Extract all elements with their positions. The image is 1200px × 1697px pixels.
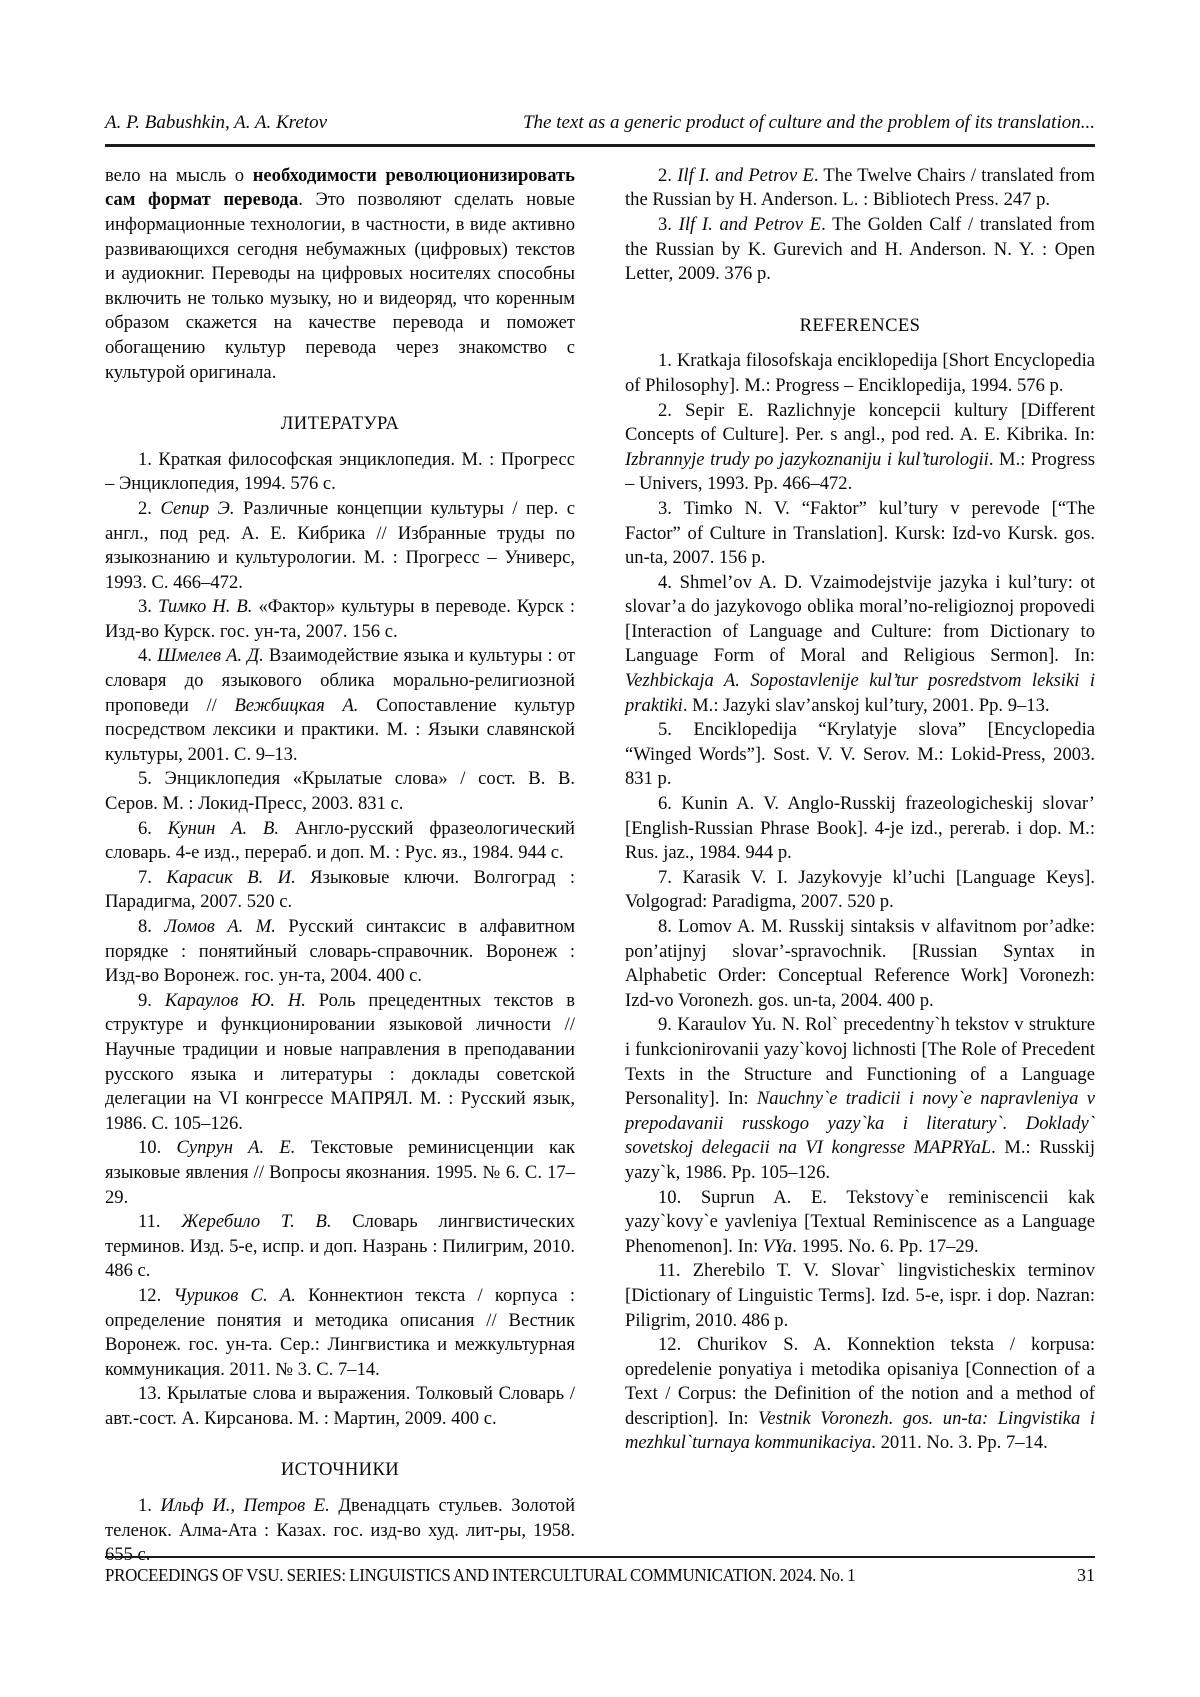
text-segment: Взаимодействие языка и культуры : от словаря до языкового облика морально-религиозной проповеди // xyxy=(105,645,575,716)
text-segment: Izbrannyje trudy po jazykoznaniju i kul’turologii xyxy=(625,448,989,470)
text-segment: 9. Karaulov Yu. N. Rol` precedentny`h tekstov v strukture i funkcionirovanii yazy`kovoj lichnosti [The Role of Precedent Texts in the Structure and Functioning of a Language Personality]. In: xyxy=(625,1014,1095,1110)
reference-item xyxy=(105,1210,575,1284)
text-segment: 3. xyxy=(138,596,158,618)
text-segment: . The Golden Calf / translated from the Russian by K. Gurevich and H. Anderson. N. Y. : Open Letter, 2009. 376 p. xyxy=(625,213,1095,285)
reference-item xyxy=(625,1186,1095,1260)
text-segment: Сепир Э. xyxy=(160,497,235,519)
reference-item xyxy=(105,595,575,644)
footer-page-number: 31 xyxy=(1077,1565,1095,1585)
text-segment: 4. Shmel’ov A. D. Vzaimodejstvije jazyka i kul’tury: ot slovar’a do jazykovogo oblika moral’no-religioznoj propovedi [Interaction of Language and Culture: from Dictionary to Language Form of Moral and Religious Sermon]. In: xyxy=(625,571,1095,667)
text-segment: Словарь лингвистических терминов. Изд. 5-е, испр. и доп. Назрань : Пилигрим, 2010. 486 с. xyxy=(105,1211,575,1282)
reference-item xyxy=(105,497,575,595)
text-segment: Сопоставление культур посредством лексики и практики. М. : Языки славянской культуры, 2001. С. 9–13. xyxy=(105,694,575,765)
text-segment: Роль прецедентных текстов в структуре и функционировании языковой личности // Научные традиции и новые направления в преподавании русского языка и литературы : доклады советской делегации на VI конгрессе МАПРЯЛ. М. : Русский язык, 1986. С. 105–126. xyxy=(105,989,575,1134)
reference-item xyxy=(625,1333,1095,1456)
text-segment: . 2011. No. 3. Pp. 7–14. xyxy=(871,1432,1048,1454)
text-segment: 3. xyxy=(658,213,679,235)
text-segment: Русский синтаксис в алфавитном порядке : понятийный словарь-справочник. Воронеж : Изд-во Воронеж. гос. ун-та, 2004. 400 с. xyxy=(105,916,575,987)
text-segment: Ильф И., Петров Е. xyxy=(160,1495,330,1517)
reference-item xyxy=(625,399,1095,497)
left-column xyxy=(105,164,575,1568)
text-segment: . 1995. No. 6. Pp. 17–29. xyxy=(792,1235,979,1257)
text-segment: «Фактор» культуры в переводе. Курск : Изд-во Курск. гос. ун-та, 2007. 156 с. xyxy=(105,596,575,642)
reference-item xyxy=(625,866,1095,915)
text-segment: Коннектион текста / корпуса : определение понятия и методика описания // Вестник Воронеж. гос. ун-та. Сер.: Лингвистика и межкультурная коммуникация. 2011. № 3. С. 7–14. xyxy=(105,1284,576,1380)
reference-item xyxy=(625,1259,1095,1333)
reference-item xyxy=(105,1136,575,1210)
reference-item xyxy=(105,448,575,497)
text-segment: 1. Kratkaja filosofskaja enciklopedija [Short Encyclopedia of Philosophy]. M.: Progress – Enciklopedija, 1994. 576 p. xyxy=(625,350,1095,396)
reference-item xyxy=(105,1284,575,1382)
running-header xyxy=(105,112,1095,135)
header-article-title: The text as a generic product of culture and the problem of its translation... xyxy=(522,112,1095,133)
text-segment: Nauchny`e tradicii i novy`e napravleniya v prepodavanii russkogo yazy`ka i literatury`. Doklady` sovetskoj delegacii na VI kongresse MAPRYaL xyxy=(625,1088,1095,1159)
text-segment: Вежбицкая А. xyxy=(234,694,359,716)
reference-item xyxy=(105,767,575,816)
text-segment: 12. xyxy=(138,1284,174,1306)
text-segment: 7. Karasik V. I. Jazykovyje kl’uchi [Language Keys]. Volgograd: Paradigma, 2007. 520 p. xyxy=(625,866,1095,913)
reference-item xyxy=(105,817,575,866)
reference-item xyxy=(105,989,575,1137)
text-segment: Карасик В. И. xyxy=(166,866,296,888)
reference-item xyxy=(105,866,575,915)
text-segment: 8. Lomov A. M. Russkij sintaksis v alfavitnom por’adke: pon’atijnyj slovar’-spravochnik. [Russian Syntax in Alphabetic Order: Conceptual Reference Work] Voronezh: Izd-vo Voronezh. gos. un-ta, 2004. 400 p. xyxy=(625,916,1095,1011)
text-segment: 1. xyxy=(138,1495,161,1517)
text-segment: . M.: Progress – Univers, 1993. Pp. 466–472. xyxy=(625,448,1095,495)
text-segment: Языковые ключи. Волгоград : Парадигма, 2007. 520 с. xyxy=(105,866,576,913)
text-segment: 4. xyxy=(138,645,158,667)
running-footer xyxy=(105,1556,1095,1586)
text-segment: . M.: Jazyki slav’anskoj kul’tury, 2001. Pp. 9–13. xyxy=(682,694,1050,716)
section-heading: ИСТОЧНИКИ xyxy=(280,1459,400,1481)
reference-item xyxy=(625,571,1095,719)
text-segment: VYa xyxy=(762,1235,793,1257)
reference-item xyxy=(625,349,1095,398)
section-heading: ЛИТЕРАТУРА xyxy=(280,413,400,435)
reference-item xyxy=(625,915,1095,1013)
text-segment: Ломов А. М. xyxy=(164,916,276,938)
reference-item xyxy=(105,644,575,767)
text-segment: 2. xyxy=(658,164,678,186)
text-segment: 6. Kunin A. V. Anglo-Russkij frazeologicheskij slovar’ [English-Russian Phrase Book]. 4-je izd., pererab. i dop. M.: Rus. jaz., 1984. 944 p. xyxy=(625,793,1095,864)
text-segment: 3. Timko N. V. “Faktor” kul’tury v perevode [“The Factor” of Culture in Translation]. Kursk: Izd-vo Kursk. gos. un-ta, 2007. 156 p. xyxy=(625,497,1095,569)
text-segment: 11. xyxy=(138,1211,182,1233)
text-segment: Англо-русский фразеологический словарь. 4-е изд., перераб. и доп. М. : Рус. яз., 1984. 944 с. xyxy=(105,817,576,864)
header-rule xyxy=(105,144,1095,147)
text-segment: 7. xyxy=(138,866,167,888)
text-segment: Ilf I. and Petrov E xyxy=(677,164,814,186)
footer-journal-line: PROCEEDINGS OF VSU. SERIES: LINGUISTICS AND INTERCULTURAL COMMUNICATION. 2024. No. 1 xyxy=(105,1565,856,1585)
body-paragraph xyxy=(105,164,575,385)
text-segment: 9. xyxy=(138,989,165,1011)
text-segment: . Это позволяют сделать новые информационные технологии, в частности, в виде активно развивающихся сегодня небумажных (цифровых) текстов и аудиокниг. Переводы на цифровых носителях способны включить не только музыку, но и видеоряд, что коренным образом скажется на качестве перевода и поможет обогащению культур перевода через знакомство с культурой оригинала. xyxy=(105,189,575,383)
text-segment: 12. Churikov S. A. Konnektion teksta / korpusa: opredelenie ponyatiya i metodika opisaniya [Connection of a Text / Corpus: the Definition of the notion and a method of description]. In: xyxy=(625,1334,1095,1429)
text-segment: Vestnik Voronezh. gos. un-ta: Lingvistika i mezhkul`turnaya kommunikaciya xyxy=(625,1407,1095,1454)
text-segment: 13. Крылатые слова и выражения. Толковый Словарь / авт.-сост. А. Кирсанова. М. : Мартин, 2009. 400 с. xyxy=(105,1383,575,1429)
text-segment: 2. Sepir E. Razlichnyje koncepcii kultury [Different Concepts of Culture]. Per. s angl., pod red. A. E. Kibrika. In: xyxy=(625,399,1095,446)
text-segment: 6. xyxy=(138,817,168,839)
text-segment: Караулов Ю. Н. xyxy=(164,989,306,1011)
text-segment: Тимко Н. В. xyxy=(157,596,253,618)
reference-item xyxy=(625,1013,1095,1185)
text-segment: Чуриков С. А. xyxy=(173,1284,296,1306)
text-segment: необходимости революционизировать сам формат перевода xyxy=(105,164,575,211)
text-segment: . The Twelve Chairs / translated from the Russian by H. Anderson. L. : Bibliotech Press. 247 p. xyxy=(625,164,1095,211)
right-column xyxy=(625,164,1095,1568)
text-segment: 10. xyxy=(138,1137,177,1159)
reference-item xyxy=(625,497,1095,571)
text-segment: Vezhbickaja A. Sopostavlenije kul’tur posredstvom leksiki i praktiki xyxy=(625,670,1095,716)
header-authors: A. P. Babushkin, A. A. Kretov xyxy=(105,112,328,133)
text-segment: Супрун А. Е. xyxy=(176,1137,296,1159)
reference-item xyxy=(105,1382,575,1431)
reference-item xyxy=(105,915,575,989)
text-segment: 1. Краткая философская энциклопедия. М. : Прогресс – Энциклопедия, 1994. 576 с. xyxy=(105,448,575,495)
text-segment: . M.: Russkij yazy`k, 1986. Pp. 105–126. xyxy=(625,1137,1095,1183)
text-segment: Двенадцать стульев. Золотой теленок. Алма-Ата : Казах. гос. изд-во худ. лит-ры, 1958. 655 с. xyxy=(105,1495,576,1566)
text-segment: Кунин А. В. xyxy=(167,817,280,839)
text-segment: Текстовые реминисценции как языковые явления // Вопросы якознания. 1995. № 6. С. 17–29. xyxy=(105,1137,575,1208)
section-heading: REFERENCES xyxy=(799,314,921,336)
reference-item xyxy=(625,718,1095,792)
text-segment: 5. Enciklopedija “Krylatyje slova” [Encyclopedia “Winged Words”]. Sost. V. V. Serov. M.: Lokid-Press, 2003. 831 p. xyxy=(625,719,1095,790)
text-segment: вело на мысль о xyxy=(105,164,253,186)
text-segment: Различные концепции культуры / пер. с англ., под ред. А. Е. Кибрика // Избранные труды по языкознанию и культурологии. М. : Прогресс – Универс, 1993. С. 466–472. xyxy=(105,497,575,593)
text-segment: Шмелев А. Д. xyxy=(157,645,264,667)
two-column-body xyxy=(105,164,1095,1568)
text-segment: Жеребило Т. В. xyxy=(181,1211,332,1233)
text-segment: 11. Zherebilo T. V. Slovar` lingvisticheskix terminov [Dictionary of Linguistic Terms]. Izd. 5-e, ispr. i dop. Nazran: Piligrim, 2010. 486 p. xyxy=(625,1260,1095,1331)
reference-item xyxy=(625,792,1095,866)
reference-item xyxy=(625,213,1095,287)
text-segment: 8. xyxy=(138,916,165,938)
text-segment: Ilf I. and Petrov E xyxy=(678,213,822,235)
text-segment: 5. Энциклопедия «Крылатые слова» / сост. В. В. Серов. М. : Локид-Пресс, 2003. 831 с. xyxy=(105,768,575,815)
text-segment: 10. Suprun A. E. Tekstovy`e reminiscencii kak yazy`kovy`e yavleniya [Textual Reminiscence as a Language Phenomenon]. In: xyxy=(625,1186,1095,1257)
text-segment: 2. xyxy=(138,497,161,519)
reference-item xyxy=(625,164,1095,213)
